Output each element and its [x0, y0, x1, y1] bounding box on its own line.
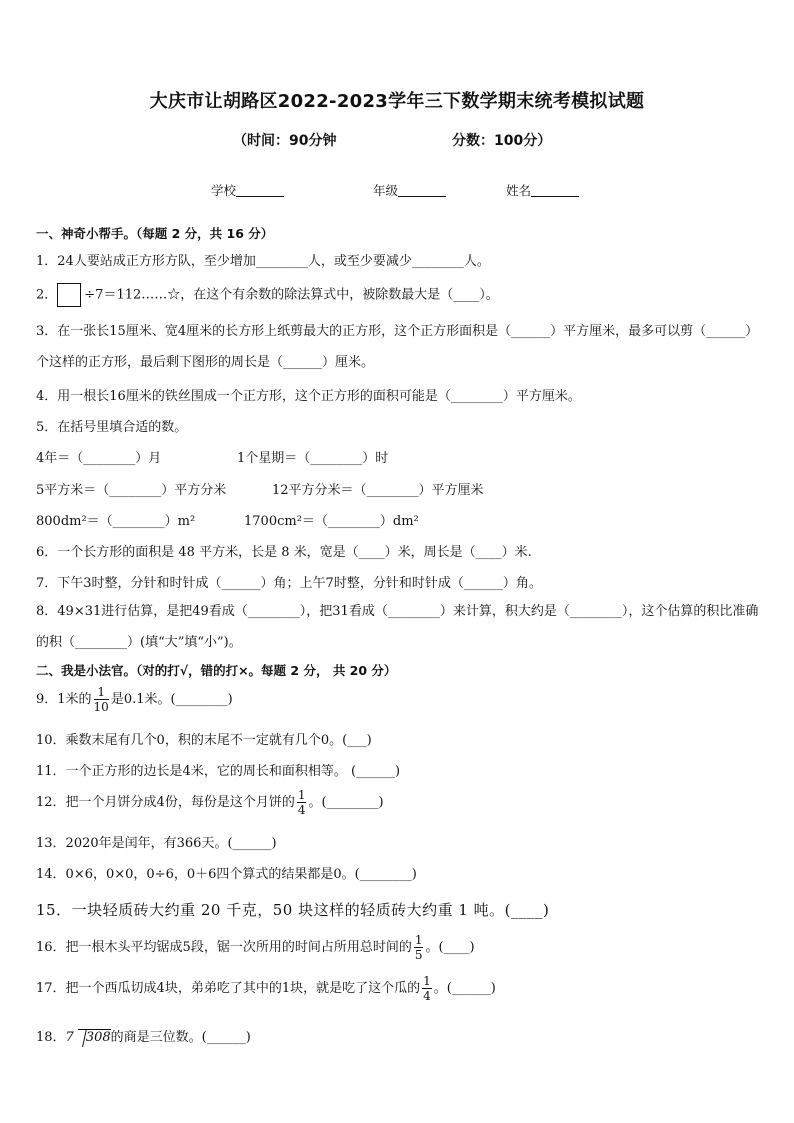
section2-heading: 二、我是小法官。（对的打√，错的打×。每题 2 分， 共 20 分） [36, 663, 397, 678]
question-2 [36, 283, 499, 307]
fraction-1-4-b [422, 974, 432, 1003]
exam-title: 大庆市让胡路区2022-2023学年三下数学期末统考模拟试题 [149, 91, 645, 112]
long-division-dividend: 308 [78, 1029, 111, 1045]
question-14: 14．0×6，0×0，0÷6，0＋6四个算式的结果都是0。(________) [36, 867, 417, 882]
question-2-text: ÷7＝112……☆，在这个有余数的除法算式中，被除数最大是（____）。 [84, 287, 499, 303]
question-5c: 5平方米＝（________）平方分米 [36, 483, 227, 498]
dividend-box[interactable] [57, 283, 81, 307]
question-12-text-b: 。(________) [308, 795, 384, 810]
fraction-denominator: 4 [297, 803, 306, 817]
school-field[interactable] [211, 181, 284, 199]
grade-label: 年级 [373, 183, 399, 198]
fraction-numerator: 1 [297, 788, 306, 802]
question-12 [36, 788, 384, 817]
question-8: 8．49×31进行估算，是把49看成（________），把31看成（________）来计算，积大约是（________），这个估算的积比准确的积（________）(填“大”填“小”)。 [36, 604, 759, 650]
name-field[interactable] [506, 181, 579, 199]
long-division-divisor: 7 [65, 1030, 74, 1045]
name-label: 姓名 [506, 183, 532, 198]
question-16-text-a: 16．把一根木头平均锯成5段，锯一次所用的时间占所用总时间的 [36, 940, 412, 955]
question-9 [36, 685, 233, 714]
question-5f: 1700cm²＝（________）dm² [244, 514, 419, 529]
question-18 [36, 1026, 251, 1045]
question-5d: 12平方分米＝（________）平方厘米 [272, 483, 484, 498]
question-18-text: 的商是三位数。(______) [110, 1030, 251, 1045]
fraction-denominator: 10 [93, 700, 109, 714]
question-7: 7．下午3时整，分针和时针成（______）角；上午7时整，分针和时针成（______）角。 [36, 576, 542, 591]
fraction-1-4 [297, 788, 307, 817]
question-1: 1．24人要站成正方形方队，至少增加________人，或至少要减少________人。 [36, 254, 490, 269]
question-5a: 4年＝（________）月 [36, 451, 162, 466]
fraction-numerator: 1 [423, 974, 431, 988]
question-10: 10．乘数末尾有几个0，积的末尾不一定就有几个0。(___) [36, 733, 372, 748]
question-17 [36, 974, 496, 1003]
question-12-text-a: 12．把一个月饼分成4份，每份是这个月饼的 [36, 795, 295, 810]
fraction-1-10 [94, 685, 109, 714]
question-15: 15．一块轻质砖大约重 20 千克，50 块这样的轻质砖大约重 1 吨。(____) [36, 901, 550, 919]
fraction-denominator: 4 [423, 989, 431, 1003]
fraction-numerator: 1 [94, 685, 109, 700]
grade-field[interactable] [373, 181, 446, 199]
name-blank[interactable] [531, 183, 579, 197]
question-9-text-a: 9．1米的 [36, 692, 92, 707]
grade-blank[interactable] [398, 183, 446, 197]
question-11: 11．一个正方形的边长是4米，它的周长和面积相等。 (______) [36, 764, 401, 779]
question-17-text-a: 17．把一个西瓜切成4块，弟弟吃了其中的1块，就是吃了这个瓜的 [36, 981, 421, 996]
fraction-numerator: 1 [414, 933, 423, 947]
question-16 [36, 933, 475, 962]
question-5: 5．在括号里填合适的数。 [36, 420, 188, 435]
school-label: 学校 [211, 183, 237, 198]
fraction-1-5 [414, 933, 424, 962]
question-5b: 1个星期＝（________）时 [237, 451, 389, 466]
question-5e: 800dm²＝（________）m² [36, 514, 196, 529]
time-limit: （时间：90分钟 [233, 133, 337, 149]
school-blank[interactable] [236, 183, 284, 197]
section1-heading: 一、神奇小帮手。（每题 2 分，共 16 分） [36, 226, 274, 241]
question-2-number: 2． [36, 287, 58, 303]
total-score: 分数：100分） [452, 133, 552, 149]
question-9-text-b: 是0.1米。(________) [110, 692, 233, 707]
question-16-text-b: 。(____) [425, 940, 475, 955]
question-6: 6．一个长方形的面积是 48 平方米，长是 8 米，宽是（____）米，周长是（____）米. [36, 545, 532, 560]
question-4: 4．用一根长16厘米的铁丝围成一个正方形，这个正方形的面积可能是（________）平方厘米。 [36, 389, 581, 404]
question-18-number: 18． [36, 1030, 66, 1045]
question-17-text-b: 。(______) [433, 981, 496, 996]
fraction-denominator: 5 [414, 948, 423, 962]
question-13: 13．2020年是闰年，有366天。(______) [36, 836, 277, 851]
question-3: 3．在一张长15厘米、宽4厘米的长方形上纸剪最大的正方形，这个正方形面积是（______）平方厘米，最多可以剪（______）个这样的正方形，最后剩下图形的周长是（______）厘米。 [36, 324, 759, 370]
